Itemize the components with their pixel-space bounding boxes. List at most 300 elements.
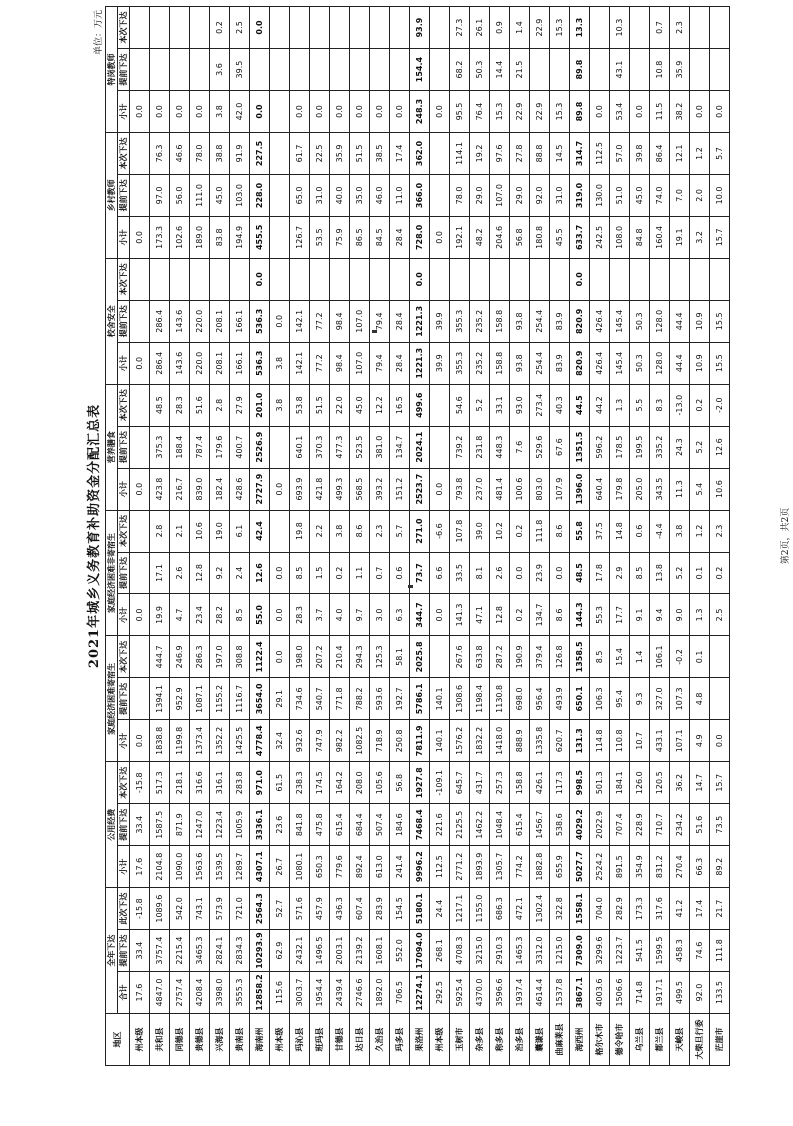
value-cell: 529.6 [530, 426, 550, 468]
value-cell: 158.8 [490, 300, 510, 342]
table-row [550, 7, 570, 1066]
value-cell [270, 49, 290, 91]
value-cell: 51.6 [190, 384, 210, 426]
value-cell: 154.4 [410, 49, 430, 91]
value-cell: 2564.3 [250, 888, 270, 930]
value-cell: 428.6 [230, 468, 250, 510]
value-cell: 8.5 [630, 552, 650, 594]
value-cell: 448.3 [490, 426, 510, 468]
value-cell: 35.9 [330, 132, 350, 174]
value-cell: 14.4 [490, 49, 510, 91]
value-cell: 718.9 [370, 720, 390, 762]
value-cell: 77.2 [310, 342, 330, 384]
value-cell: 2824.1 [210, 930, 230, 972]
value-cell [270, 426, 290, 468]
value-cell: 1122.4 [250, 636, 270, 678]
value-cell: 158.8 [490, 342, 510, 384]
value-cell: 6.1 [230, 510, 250, 552]
value-cell: 5.7 [390, 510, 410, 552]
region-cell: 治多县 [510, 1014, 530, 1066]
header-sub: 提前下达 [118, 678, 130, 720]
value-cell: 286.4 [150, 342, 170, 384]
value-cell: 294.3 [350, 636, 370, 678]
table-row [330, 7, 350, 1066]
value-cell: 250.8 [390, 720, 410, 762]
value-cell [190, 7, 210, 49]
value-cell: 17.1 [150, 552, 170, 594]
value-cell: 1.2 [690, 510, 710, 552]
value-cell: 0.2 [690, 384, 710, 426]
value-cell: 19.2 [470, 132, 490, 174]
value-cell: 10.6 [710, 468, 730, 510]
value-cell: 779.6 [330, 846, 350, 888]
value-cell: 248.3 [410, 91, 430, 133]
value-cell: 35.9 [670, 49, 690, 91]
value-cell: 40.0 [330, 174, 350, 216]
value-cell: 0.0 [250, 258, 270, 300]
value-cell: 93.9 [410, 7, 430, 49]
header-sub: 提前下达 [118, 174, 130, 216]
value-cell [230, 258, 250, 300]
header-group: 特岗教师 [106, 7, 118, 133]
region-cell: 共和县 [150, 1014, 170, 1066]
value-cell: 0.0 [190, 91, 210, 133]
region-cell: 格尔木市 [590, 1014, 610, 1066]
value-cell: -0.2 [670, 636, 690, 678]
value-cell: 1373.4 [190, 720, 210, 762]
value-cell: 221.6 [430, 804, 450, 846]
value-cell: 1048.4 [490, 804, 510, 846]
value-cell: 145.4 [610, 342, 630, 384]
value-cell [270, 132, 290, 174]
value-cell: 0.0 [130, 216, 150, 258]
value-cell [130, 174, 150, 216]
value-cell: 517.3 [150, 762, 170, 804]
value-cell: 13.3 [570, 7, 590, 49]
value-cell: 23.9 [530, 552, 550, 594]
value-cell: 607.4 [350, 888, 370, 930]
region-header: 地区 [106, 1014, 130, 1066]
value-cell: 707.4 [610, 804, 630, 846]
value-cell: 1221.3 [410, 300, 430, 342]
value-cell: 1927.8 [410, 762, 430, 804]
value-cell: 44.5 [570, 384, 590, 426]
table-row [150, 7, 170, 1066]
header-group: 全年下达 [106, 888, 118, 1014]
value-cell: 0.6 [390, 552, 410, 594]
value-cell: 596.2 [590, 426, 610, 468]
value-cell: 6.6 [430, 552, 450, 594]
value-cell: 710.7 [650, 804, 670, 846]
value-cell: 0.0 [350, 91, 370, 133]
header-group-row [106, 7, 118, 1066]
value-cell: 50.3 [470, 49, 490, 91]
value-cell: 684.4 [350, 804, 370, 846]
value-cell: 317.6 [650, 888, 670, 930]
value-cell: 143.6 [170, 342, 190, 384]
value-cell [170, 258, 190, 300]
value-cell: 426.4 [590, 300, 610, 342]
value-cell: 8.6 [550, 510, 570, 552]
table-row [630, 7, 650, 1066]
value-cell: 831.2 [650, 846, 670, 888]
value-cell: 0.0 [430, 216, 450, 258]
value-cell: 12274.1 [410, 972, 430, 1014]
value-cell: 457.9 [310, 888, 330, 930]
value-cell: 0.0 [570, 258, 590, 300]
value-cell: 45.0 [630, 174, 650, 216]
value-cell: 9.3 [630, 678, 650, 720]
value-cell: 15.7 [710, 216, 730, 258]
value-cell: 7.6 [510, 426, 530, 468]
value-cell [130, 300, 150, 342]
value-cell: 160.4 [650, 216, 670, 258]
header-sub: 小计 [118, 91, 130, 133]
value-cell: 12.1 [670, 132, 690, 174]
value-cell [330, 258, 350, 300]
value-cell: 4208.4 [190, 972, 210, 1014]
region-cell: 德令哈市 [610, 1014, 630, 1066]
value-cell [630, 49, 650, 91]
value-cell: 173.3 [150, 216, 170, 258]
region-cell: 州本级 [430, 1014, 450, 1066]
value-cell: 31.0 [550, 174, 570, 216]
value-cell: 51.0 [610, 174, 630, 216]
value-cell [190, 258, 210, 300]
value-cell: 47.1 [470, 594, 490, 636]
value-cell: 2025.8 [410, 636, 430, 678]
value-cell: 270.4 [670, 846, 690, 888]
value-cell: 141.3 [450, 594, 470, 636]
header-sub: 小计 [118, 216, 130, 258]
header-sub: 提前下达 [118, 426, 130, 468]
value-cell: 0.0 [270, 552, 290, 594]
value-cell: 228.9 [630, 804, 650, 846]
header-group: 家庭经济困难非寄宿生 [106, 510, 118, 636]
value-cell [470, 258, 490, 300]
value-cell [590, 258, 610, 300]
value-cell: 84.8 [630, 216, 650, 258]
value-cell: 2727.9 [250, 468, 270, 510]
value-cell: 7.0 [670, 174, 690, 216]
value-cell [130, 636, 150, 678]
value-cell: 42.4 [250, 510, 270, 552]
value-cell: -6.6 [430, 510, 450, 552]
value-cell: 1.2 [690, 132, 710, 174]
region-cell: 茫崖市 [710, 1014, 730, 1066]
table-row [270, 7, 290, 1066]
value-cell: 227.5 [250, 132, 270, 174]
value-cell: 1.4 [510, 7, 530, 49]
value-cell [710, 258, 730, 300]
value-cell: 19.8 [290, 510, 310, 552]
value-cell: 1.5 [310, 552, 330, 594]
value-cell: 23.6 [270, 804, 290, 846]
value-cell: 493.9 [550, 678, 570, 720]
header-group: 公用经费 [106, 762, 118, 888]
value-cell: 714.8 [630, 972, 650, 1014]
value-cell [550, 49, 570, 91]
value-cell: 21.7 [710, 888, 730, 930]
value-cell: 3.8 [210, 91, 230, 133]
value-cell: 108.0 [610, 216, 630, 258]
value-cell: 538.6 [550, 804, 570, 846]
value-cell: 0.0 [710, 720, 730, 762]
value-cell: 33.4 [130, 930, 150, 972]
header-sub: 本次下达 [118, 636, 130, 678]
value-cell: 57.0 [610, 132, 630, 174]
value-cell: 107.1 [670, 720, 690, 762]
value-cell: 4370.0 [470, 972, 490, 1014]
value-cell: 62.9 [270, 930, 290, 972]
region-cell: 玉树市 [450, 1014, 470, 1066]
value-cell: 5027.7 [570, 846, 590, 888]
value-cell [330, 49, 350, 91]
value-cell: 179.8 [610, 468, 630, 510]
value-cell: 17.6 [130, 846, 150, 888]
value-cell [390, 7, 410, 49]
value-cell: 45.0 [350, 384, 370, 426]
value-cell: 5.2 [470, 384, 490, 426]
value-cell: 1247.0 [190, 804, 210, 846]
value-cell: 15.3 [550, 91, 570, 133]
value-cell: 1537.8 [550, 972, 570, 1014]
value-cell: 9.4 [650, 594, 670, 636]
value-cell: 12.6 [710, 426, 730, 468]
value-cell: 9.7 [350, 594, 370, 636]
value-cell: 19.0 [210, 510, 230, 552]
value-cell: 721.0 [230, 888, 250, 930]
value-cell [690, 258, 710, 300]
value-cell: 0.0 [270, 468, 290, 510]
header-sub: 此次下达 [118, 888, 130, 930]
value-cell: 107.8 [450, 510, 470, 552]
value-cell: 91.9 [230, 132, 250, 174]
value-cell: 3596.6 [490, 972, 510, 1014]
value-cell: 107.0 [350, 342, 370, 384]
value-cell: 39.0 [470, 510, 490, 552]
value-cell: 1199.8 [170, 720, 190, 762]
value-cell: 1221.3 [410, 342, 430, 384]
value-cell: 10.9 [690, 300, 710, 342]
value-cell: 117.3 [550, 762, 570, 804]
header-sub: 小计 [118, 342, 130, 384]
value-cell: 51.5 [310, 384, 330, 426]
value-cell: 1155.0 [470, 888, 490, 930]
value-cell: 4.0 [330, 594, 350, 636]
value-cell: 734.6 [290, 678, 310, 720]
value-cell: -109.1 [430, 762, 450, 804]
header-group: 校舍安全 [106, 258, 118, 384]
value-cell: 5.5 [630, 384, 650, 426]
region-cell: 乌兰县 [630, 1014, 650, 1066]
value-cell: 1496.5 [310, 930, 330, 972]
value-cell: 283.9 [370, 888, 390, 930]
value-cell: 0.0 [430, 594, 450, 636]
value-cell: 2.6 [170, 552, 190, 594]
value-cell: 507.4 [370, 804, 390, 846]
table-row [530, 7, 550, 1066]
value-cell: 5925.4 [450, 972, 470, 1014]
value-cell: 650.1 [570, 678, 590, 720]
table-row [250, 7, 270, 1066]
value-cell: 27.9 [230, 384, 250, 426]
header-sub: 小计 [118, 720, 130, 762]
value-cell: 0.0 [130, 468, 150, 510]
value-cell: 17.6 [130, 972, 150, 1014]
value-cell: 0.7 [370, 552, 390, 594]
region-cell: 贵南县 [230, 1014, 250, 1066]
value-cell: 7309.0 [570, 930, 590, 972]
value-cell: 282.9 [610, 888, 630, 930]
value-cell: 83.9 [550, 300, 570, 342]
value-cell: 8.5 [590, 636, 610, 678]
value-cell: 51.6 [690, 804, 710, 846]
value-cell: 6.3 [390, 594, 410, 636]
value-cell: 45.5 [550, 216, 570, 258]
value-cell: 1130.8 [490, 678, 510, 720]
table-row [490, 7, 510, 1066]
value-cell: 0.0 [330, 91, 350, 133]
value-cell: 3.8 [270, 384, 290, 426]
region-cell: 达日县 [350, 1014, 370, 1066]
value-cell: 126.8 [550, 636, 570, 678]
value-cell: 552.0 [390, 930, 410, 972]
value-cell: 1080.1 [290, 846, 310, 888]
value-cell: 95.4 [610, 678, 630, 720]
value-cell: 38.5 [370, 132, 390, 174]
value-cell [130, 678, 150, 720]
value-cell: 841.8 [290, 804, 310, 846]
value-cell [270, 91, 290, 133]
value-cell [530, 49, 550, 91]
value-cell: 9.2 [210, 552, 230, 594]
value-cell: 1.3 [690, 594, 710, 636]
value-cell: 22.0 [330, 384, 350, 426]
value-cell: 0.2 [330, 552, 350, 594]
value-cell [370, 49, 390, 91]
value-cell: 208.1 [210, 342, 230, 384]
value-cell: 86.5 [350, 216, 370, 258]
value-cell: 179.6 [210, 426, 230, 468]
value-cell: 15.7 [710, 762, 730, 804]
value-cell: 125.3 [370, 636, 390, 678]
table-row [210, 7, 230, 1066]
value-cell: 38.8 [210, 132, 230, 174]
table-row [290, 7, 310, 1066]
value-cell: 238.3 [290, 762, 310, 804]
value-cell [250, 49, 270, 91]
value-cell: 1302.4 [530, 888, 550, 930]
value-cell: 13.8 [650, 552, 670, 594]
value-cell: 17.4 [390, 132, 410, 174]
value-cell: 2523.7 [410, 468, 430, 510]
value-cell: 5.2 [670, 552, 690, 594]
value-cell [430, 636, 450, 678]
value-cell: 1954.4 [310, 972, 330, 1014]
value-cell: 0.1 [690, 552, 710, 594]
value-cell [330, 7, 350, 49]
value-cell: 53.8 [290, 384, 310, 426]
value-cell: 29.0 [470, 174, 490, 216]
header-group: 家庭经济困难寄宿生 [106, 636, 118, 762]
value-cell: 56.8 [510, 216, 530, 258]
value-cell: 499.3 [330, 468, 350, 510]
table-row [430, 7, 450, 1066]
header-sub: 小计 [118, 468, 130, 510]
value-cell: 66.3 [690, 846, 710, 888]
value-cell: 235.2 [470, 342, 490, 384]
value-cell: 421.8 [310, 468, 330, 510]
value-cell: 0.2 [510, 510, 530, 552]
value-cell: 803.0 [530, 468, 550, 510]
value-cell: 1587.5 [150, 804, 170, 846]
value-cell: 180.8 [530, 216, 550, 258]
value-cell: 192.1 [450, 216, 470, 258]
header-sub: 提前下达 [118, 300, 130, 342]
value-cell: 1155.2 [210, 678, 230, 720]
value-cell: 10.3 [610, 7, 630, 49]
value-cell: 3215.0 [470, 930, 490, 972]
value-cell: 44.4 [670, 300, 690, 342]
value-cell: 131.3 [570, 720, 590, 762]
value-cell: -15.8 [130, 888, 150, 930]
value-cell: 198.0 [290, 636, 310, 678]
value-cell: 1215.0 [550, 930, 570, 972]
value-cell: 37.5 [590, 510, 610, 552]
value-cell: 1608.1 [370, 930, 390, 972]
table-row [230, 7, 250, 1066]
value-cell: 593.6 [370, 678, 390, 720]
value-cell: 83.8 [210, 216, 230, 258]
value-cell: 43.1 [610, 49, 630, 91]
value-cell [170, 49, 190, 91]
value-cell: 287.2 [490, 636, 510, 678]
value-cell: 53.4 [610, 91, 630, 133]
value-cell: 128.0 [650, 342, 670, 384]
value-cell: 19.1 [670, 216, 690, 258]
value-cell: 10293.9 [250, 930, 270, 972]
value-cell: 74.6 [690, 930, 710, 972]
value-cell: 0.2 [510, 594, 530, 636]
value-cell: 747.9 [310, 720, 330, 762]
value-cell: 693.9 [290, 468, 310, 510]
value-cell: 1832.2 [470, 720, 490, 762]
value-cell [310, 258, 330, 300]
page-footer: 第2页，共2页 [781, 507, 791, 565]
value-cell: 0.0 [130, 720, 150, 762]
value-cell: 1599.5 [650, 930, 670, 972]
value-cell: 106.3 [590, 678, 610, 720]
value-cell: 8.6 [550, 594, 570, 636]
value-cell: 1882.8 [530, 846, 550, 888]
value-cell: 78.0 [450, 174, 470, 216]
value-cell: 362.0 [410, 132, 430, 174]
value-cell: 76.3 [150, 132, 170, 174]
value-cell: 204.6 [490, 216, 510, 258]
region-cell: 大柴旦行委 [690, 1014, 710, 1066]
value-cell: 151.2 [390, 468, 410, 510]
value-cell [430, 258, 450, 300]
value-cell: 68.2 [450, 49, 470, 91]
rotated-page [83, 6, 791, 1066]
value-cell: 140.1 [430, 678, 450, 720]
region-cell: 玛沁县 [290, 1014, 310, 1066]
value-cell: 228.0 [250, 174, 270, 216]
header-sub: 本次下达 [118, 258, 130, 300]
value-cell: 952.9 [170, 678, 190, 720]
value-cell: 50.3 [630, 300, 650, 342]
